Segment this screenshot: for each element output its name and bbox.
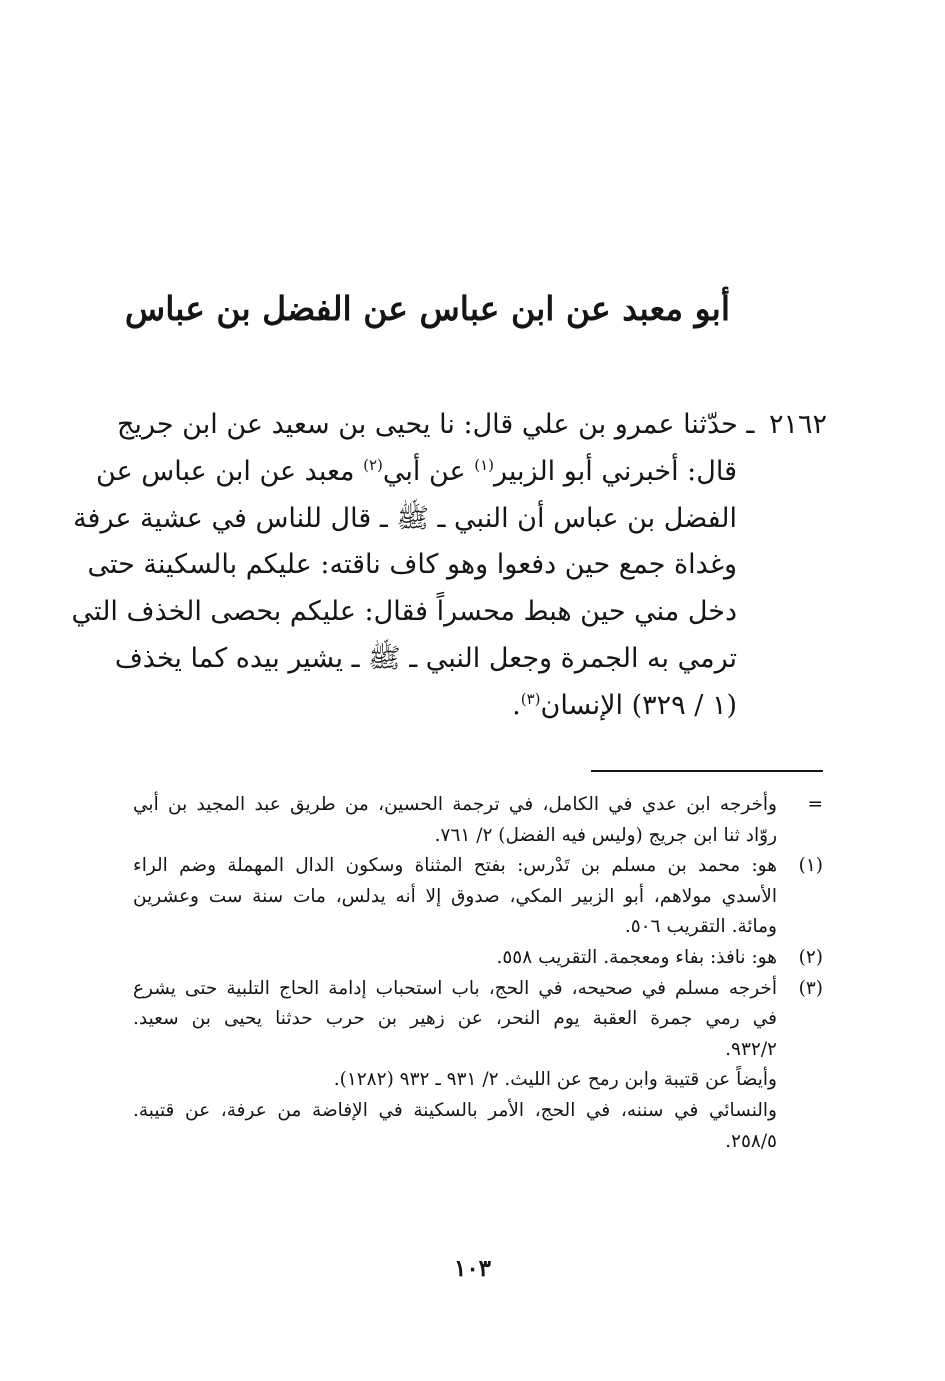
footnote-ref-2: (٢) [363,455,383,474]
hadith-text [71,402,827,730]
footnote-line: هو: محمد بن مسلم بن تَدْرس: بفتح المثناة وسكون الدال المهملة وضم الراء [133,855,777,877]
hadith-line-5: دخل مني حين هبط محسراً فقال: عليكم بحصى الخذف التي [71,596,737,628]
section-heading: أبو معبد عن ابن عباس عن الفضل بن عباس [124,289,730,328]
footnotes [133,790,823,1157]
footnote-line: والنسائي في سننه، في الحج، الأمر بالسكينة في الإفاضة من عرفة، عن قتيبة. [133,1099,777,1121]
footnote-line: الأسدي مولاهم، أبو الزبير المكي، صدوق إلا أنه يدلس، مات سنة ست وعشرين [133,885,777,907]
footnote-1 [133,851,823,943]
hadith-line-6: ترمي به الجمرة وجعل النبي ـ ﷺ ـ يشير بيده كما يخذف [114,642,737,674]
footnote-marker: (٣) [798,977,823,999]
footnote-2 [133,943,823,974]
footnote-line: ٢٥٨/٥. [725,1130,777,1152]
hadith-number: ٢١٦٢ [768,409,827,440]
footnote-line: وأخرجه ابن عدي في الكامل، في ترجمة الحسين، من طريق عبد المجيد بن أبي [133,794,777,815]
footnote-ref-3: (٣) [520,689,541,708]
footnote-line: أخرجه مسلم في صحيحه، في الحج، باب استحباب إدامة الحاج التلبية حتى يشرع [133,977,777,999]
hadith-line-3: الفضل بن عباس أن النبي ـ ﷺ ـ قال للناس في عشية عرفة [73,502,737,534]
footnote-line: ومائة. التقريب ٥٠٦. [624,916,777,938]
footnote-line: ٩٣٢/٢. [725,1038,777,1060]
page-number: ١٠٣ [453,1255,492,1282]
footnote-line: وأيضاً عن قتيبة وابن رمح عن الليث. ٢/ ٩٣١ ـ ٩٣٢ (١٢٨٢). [333,1069,777,1091]
footnote-marker: (١) [798,855,823,877]
footnote-line: روّاد ثنا ابن جريج (وليس فيه الفضل) ٢/ ٧٦١. [434,824,777,846]
footnote-marker: = [807,794,823,815]
hadith-line-2: قال: أخبرني أبو الزبير$^{(١)}$ عن أبي$^{(٢)}$ معبد عن ابن عباس عن [96,455,737,487]
footnote-line: في رمي جمرة العقبة يوم النحر، عن زهير بن حرب حدثنا يحيى بن سعيد. [133,1008,777,1030]
footnote-line: هو: نافذ: بفاء ومعجمة. التقريب ٥٥٨. [496,946,777,968]
footnote-separator [591,770,823,772]
footnote-ref-1: (١) [474,455,494,474]
hadith-line-1: ٢١٦٢ ـ حدّثنا عمرو بن علي قال: نا يحيى بن سعيد عن ابن جريج [117,409,827,440]
footnote-marker: (٢) [798,946,823,968]
footnote-continuation [133,790,823,851]
footnote-3 [133,974,823,1158]
hadith-line-7: (١ / ٣٢٩) الإنسان$^{(٣)}$. [512,689,737,721]
hadith-line-4: وغداة جمع حين دفعوا وهو كاف ناقته: عليكم بالسكينة حتى [87,549,737,581]
